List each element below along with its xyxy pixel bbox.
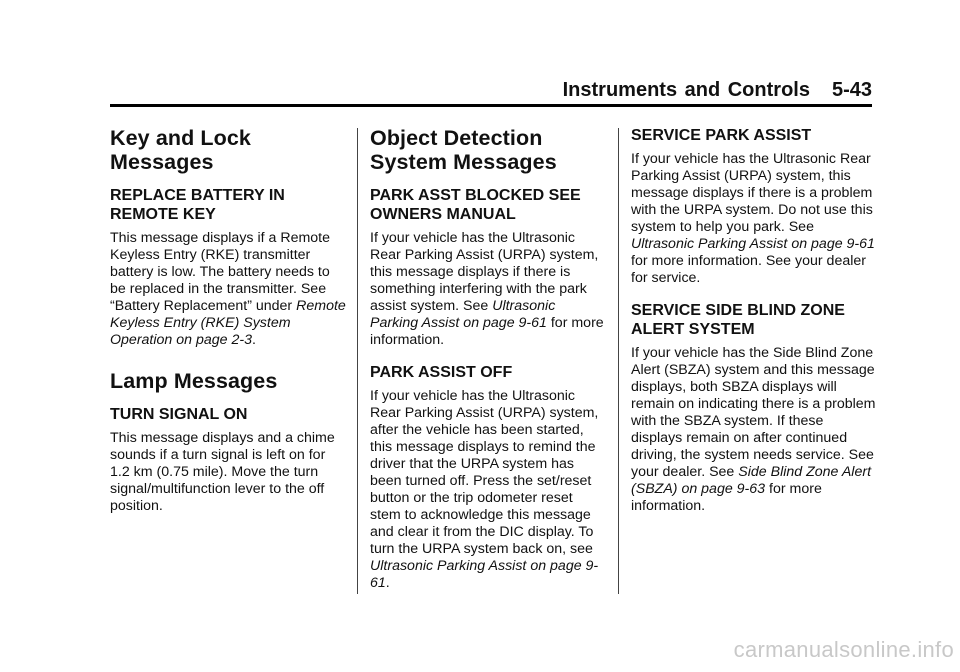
section-title: Instruments and Controls xyxy=(562,79,810,101)
park-asst-blocked-text: If your vehicle has the Ultrasonic Rear Parking Assist (URPA) system, this message displays if there is something interfering with the park assist system. See xyxy=(370,230,599,314)
urpa-reference-1: Ultrasonic Parking Assist on page 9-61 xyxy=(370,298,556,331)
header-rule xyxy=(110,104,872,107)
object-detection-title: Object Detection System Messages xyxy=(370,126,557,174)
lamp-messages-title: Lamp Messages xyxy=(110,369,278,393)
urpa-reference-2: Ultrasonic Parking Assist on page 9-61 xyxy=(370,558,599,591)
park-assist-off-end: . xyxy=(385,575,390,591)
turn-signal-heading: TURN SIGNAL ON xyxy=(110,406,248,423)
sbza-paragraph xyxy=(631,345,877,515)
urpa-reference-3: Ultrasonic Parking Assist on page 9-61 xyxy=(631,236,875,252)
column-3 xyxy=(631,126,877,515)
sbza-heading: SERVICE SIDE BLIND ZONE ALERT SYSTEM xyxy=(631,302,845,338)
page-header xyxy=(110,78,872,102)
park-assist-off-text: If your vehicle has the Ultrasonic Rear Parking Assist (URPA) system, after the vehicle has been started, this message displays to remind the driver that the URPA system has been turned off. Press the set/reset button or the trip odometer reset stem to acknowledge this message and clear it from the DIC display. To turn the URPA system back on, see xyxy=(370,388,599,557)
park-assist-off-paragraph xyxy=(370,388,606,592)
service-park-assist-text: If your vehicle has the Ultrasonic Rear Parking Assist (URPA) system, this message displays if there is a problem with the URPA system. Do not use this system to help you park. See xyxy=(631,151,873,235)
park-asst-blocked-end: for more information. xyxy=(370,315,604,348)
park-asst-blocked-heading: PARK ASST BLOCKED SEE OWNERS MANUAL xyxy=(370,187,581,223)
turn-signal-paragraph: This message displays and a chime sounds if a turn signal is left on for 1.2 km (0.75 mile). Move the turn signal/multifunction lever to the off position. xyxy=(110,430,335,514)
column-divider-2 xyxy=(618,128,619,594)
sbza-end: for more information. xyxy=(631,481,822,514)
replace-battery-text: This message displays if a Remote Keyless Entry (RKE) transmitter battery is low. The battery needs to be replaced in the transmitter. See “Battery Replacement” under xyxy=(110,230,330,314)
watermark-logo: carmanualsonline.info xyxy=(733,637,954,662)
service-park-assist-heading: SERVICE PARK ASSIST xyxy=(631,127,812,144)
sbza-reference: Side Blind Zone Alert (SBZA) on page 9-63 xyxy=(631,464,872,497)
service-park-assist-end: for more information. See your dealer for service. xyxy=(631,253,866,286)
page-number: 5-43 xyxy=(831,79,872,101)
replace-battery-heading: REPLACE BATTERY IN REMOTE KEY xyxy=(110,187,285,223)
replace-battery-paragraph xyxy=(110,230,346,349)
replace-battery-end: . xyxy=(251,332,256,348)
service-park-assist-paragraph xyxy=(631,151,877,287)
park-assist-off-heading: PARK ASSIST OFF xyxy=(370,364,513,381)
sbza-text: If your vehicle has the Side Blind Zone Alert (SBZA) system and this message displays, both SBZA displays will remain on indicating there is a problem with the SBZA system. If these displays remain on after continued driving, the system needs service. See your dealer. See xyxy=(631,345,876,480)
column-2 xyxy=(370,126,606,592)
key-lock-messages-title: Key and Lock Messages xyxy=(110,126,251,174)
park-asst-blocked-paragraph xyxy=(370,230,606,349)
rke-reference: Remote Keyless Entry (RKE) System Operation on page 2-3 xyxy=(110,298,346,348)
column-divider-1 xyxy=(357,128,358,594)
column-1 xyxy=(110,126,346,515)
